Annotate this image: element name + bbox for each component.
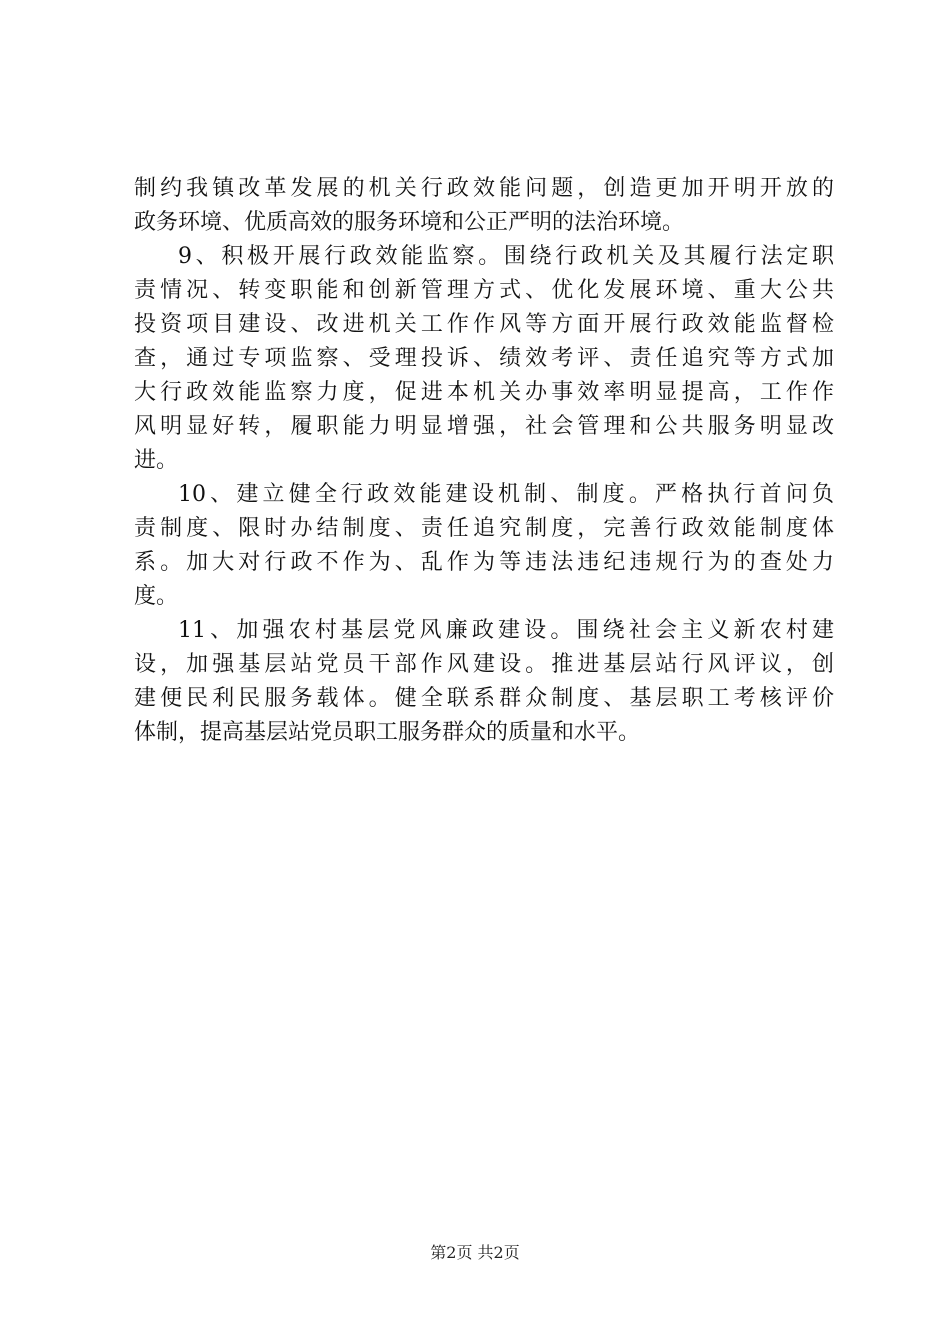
text-line: 投资项目建设、改进机关工作作风等方面开展行政效能监督检: [134, 312, 834, 337]
paragraph: [134, 172, 834, 240]
text-line: 制约我镇改革发展的机关行政效能问题，创造更加开明开放的: [134, 176, 834, 201]
text-line: 体制，提高基层站党员职工服务群众的质量和水平。: [134, 720, 641, 745]
text-line: 政务环境、优质高效的服务环境和公正严明的法治环境。: [134, 210, 685, 235]
text-line: 进。: [134, 448, 179, 473]
text-line: 查，通过专项监察、受理投诉、绩效考评、责任追究等方式加: [134, 346, 834, 371]
text-line: 设，加强基层站党员干部作风建设。推进基层站行风评议，创: [134, 652, 834, 677]
paragraph-item-10: [134, 478, 834, 614]
text-line: 10、建立健全行政效能建设机制、制度。严格执行首问负: [178, 482, 834, 507]
text-line: 建便民利民服务载体。健全联系群众制度、基层职工考核评价: [134, 686, 834, 711]
paragraph-item-9: [134, 240, 834, 478]
text-line: 大行政效能监察力度，促进本机关办事效率明显提高，工作作: [134, 380, 834, 405]
text-line: 责情况、转变职能和创新管理方式、优化发展环境、重大公共: [134, 278, 834, 303]
text-line: 度。: [134, 584, 179, 609]
page-number-footer: 第2页 共2页: [430, 1243, 520, 1262]
text-line: 风明显好转，履职能力明显增强，社会管理和公共服务明显改: [134, 414, 834, 439]
text-line: 责制度、限时办结制度、责任追究制度，完善行政效能制度体: [134, 516, 834, 541]
document-body: [134, 172, 834, 750]
text-line: 系。加大对行政不作为、乱作为等违法违纪违规行为的查处力: [134, 550, 834, 575]
text-line: 11、加强农村基层党风廉政建设。围绕社会主义新农村建: [178, 618, 834, 643]
text-line: 9、积极开展行政效能监察。围绕行政机关及其履行法定职: [178, 244, 834, 269]
paragraph-item-11: [134, 614, 834, 750]
